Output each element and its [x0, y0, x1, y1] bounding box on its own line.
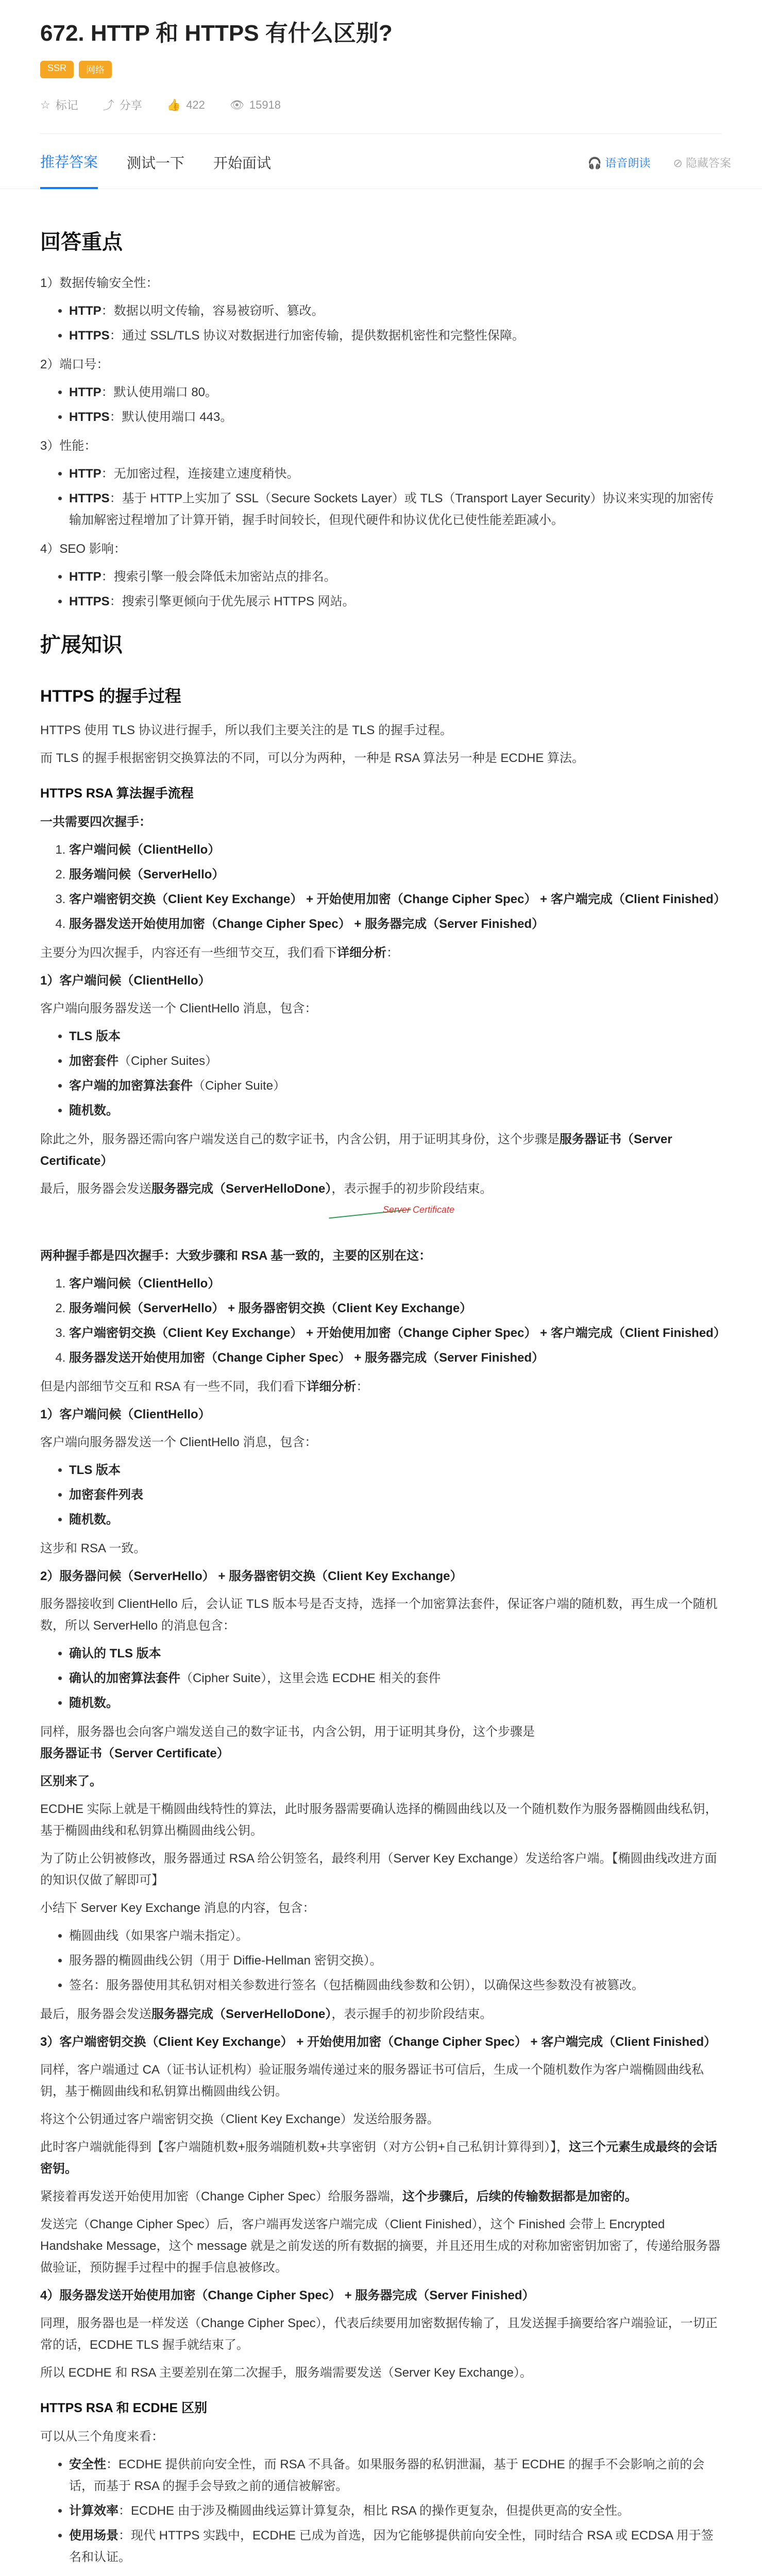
mark-button[interactable]: ☆ 标记: [40, 98, 78, 112]
list-item: • HTTP：搜索引擎一般会降低未加密站点的排名。: [69, 566, 722, 588]
paragraph: 同样，客户端通过 CA（证书认证机构）验证服务端传递过来的服务器证书可信后，生成一个随机数作为客户端椭圆曲线私钥，基于椭圆曲线和私钥算出椭圆曲线公钥。: [40, 2062, 704, 2098]
section-extended: 扩展知识: [40, 634, 123, 656]
list-item: 1. 客户端问候（ClientHello）: [69, 839, 722, 861]
list-item: • 随机数。: [69, 1509, 722, 1531]
list-item: • HTTP：无加密过程，连接建立速度稍快。: [69, 463, 722, 485]
kp4-list: [40, 566, 722, 613]
cmp-heading: HTTPS RSA 和 ECDHE 区别: [40, 2400, 208, 2415]
kp3-title: 3）性能：: [40, 439, 97, 453]
paragraph: 客户端向服务器发送一个 ClientHello 消息，包含：: [40, 1001, 317, 1015]
diagram-label: Server Certificate: [383, 1204, 455, 1215]
list-item: • HTTPS：通过 SSL/TLS 协议对数据进行加密传输，提供数据机密性和完整性保障。: [69, 325, 722, 347]
tag-ssr[interactable]: SSR: [40, 61, 74, 78]
e-s1-list: [40, 1460, 722, 1531]
list-item: • 加密套件列表: [69, 1484, 722, 1506]
list-item: • 随机数。: [69, 1100, 722, 1122]
handshake-heading: HTTPS 的握手过程: [40, 687, 181, 705]
tab-test[interactable]: 测试一下: [127, 155, 185, 171]
paragraph: 为了防止公钥被修改，服务器通过 RSA 给公钥签名，最终利用（Server Key Exchange）发送给客户端。【椭圆曲线改进方面的知识仅做了解即可】: [40, 1851, 717, 1887]
paragraph: 3）客户端密钥交换（Client Key Exchange） + 开始使用加密（Change Cipher Spec） + 客户端完成（Client Finished）: [40, 2035, 717, 2049]
paragraph: 此时客户端就能得到【客户端随机数+服务端随机数+共享密钥（对方公钥+自己私钥计算得到）】，这三个元素生成最终的会话密钥。: [40, 2140, 718, 2176]
paragraph: 小结下 Server Key Exchange 消息的内容，包含：: [40, 1901, 315, 1915]
list-item: • TLS 版本: [69, 1026, 722, 1047]
list-item: 3. 客户端密钥交换（Client Key Exchange） + 开始使用加密（Change Cipher Spec） + 客户端完成（Client Finished）: [69, 889, 722, 910]
paragraph: 所以 ECDHE 和 RSA 主要差别在第二次握手，服务端需要发送（Server Key Exchange）。: [40, 2365, 532, 2380]
kp1-list: [40, 300, 722, 347]
paragraph: 但是内部细节交互和 RSA 有一些不同，我们看下详细分析：: [40, 1379, 369, 1394]
paragraph: 发送完（Change Cipher Spec）后，客户端再发送客户端完成（Client Finished），这个 Finished 会带上 Encrypted Handshake Message，这个 message 就是之前发送的所有数据的摘要，并且还用生成的对称加密密钥加密了，传递给服务器做验证，预防握手过程中的握手信息被修改。: [40, 2217, 721, 2275]
answer-content: [0, 189, 762, 2576]
list-item: • 计算效率：ECDHE 由于涉及椭圆曲线运算计算复杂，相比 RSA 的操作更复杂，但提供更高的安全性。: [69, 2500, 722, 2522]
meta-bar: [40, 97, 722, 134]
paragraph: 这步和 RSA 一致。: [40, 1541, 146, 1555]
paragraph: 4）服务器发送开始使用加密（Change Cipher Spec） + 服务器完成（Server Finished）: [40, 2288, 535, 2302]
paragraph: 两种握手都是四次握手：大致步骤和 RSA 基一致的，主要的区别在这：: [40, 1248, 432, 1263]
section-key-points: 回答重点: [40, 231, 123, 253]
list-item: • HTTP：默认使用端口 80。: [69, 382, 722, 403]
tag-list: [40, 61, 722, 78]
thumbs-up-icon: 👍: [166, 98, 181, 111]
list-item: • 确认的 TLS 版本: [69, 1643, 722, 1665]
cmp-list: [40, 2454, 722, 2568]
list-item: 1. 客户端问候（ClientHello）: [69, 1273, 722, 1295]
kp4-title: 4）SEO 影响：: [40, 542, 126, 556]
list-item: • TLS 版本: [69, 1460, 722, 1481]
question-header: [0, 0, 762, 134]
paragraph: 除此之外，服务器还需向客户端发送自己的数字证书，内含公钥，用于证明其身份，这个步骤是服务器证书（Server Certificate）: [40, 1132, 672, 1168]
kp2-list: [40, 382, 722, 428]
paragraph: 2）服务器问候（ServerHello） + 服务器密钥交换（Client Key Exchange）: [40, 1569, 463, 1583]
list-item: 4. 服务器发送开始使用加密（Change Cipher Spec） + 服务器完成（Server Finished）: [69, 913, 722, 935]
paragraph: 客户端向服务器发送一个 ClientHello 消息，包含：: [40, 1435, 317, 1449]
paragraph: 区别来了。: [40, 1774, 102, 1788]
rsa-four-label: 一共需要四次握手：: [40, 815, 151, 829]
paragraph: 而 TLS 的握手根据密钥交换算法的不同，可以分为两种，一种是 RSA 算法另一种是 ECDHE 算法。: [40, 751, 585, 765]
paragraph: 最后，服务器会发送服务器完成（ServerHelloDone），表示握手的初步阶段结束。: [40, 2007, 493, 2021]
list-item: 2. 服务端问候（ServerHello） + 服务器密钥交换（Client Key Exchange）: [69, 1298, 722, 1319]
ecdhe-steps: [40, 1273, 726, 1369]
paragraph: 最后，服务器会发送服务器完成（ServerHelloDone），表示握手的初步阶段结束。: [40, 1181, 493, 1196]
voice-read-button[interactable]: 🎧 语音朗读: [587, 157, 651, 170]
page-title: 672. HTTP 和 HTTPS 有什么区别?: [40, 21, 393, 46]
hide-answer-button[interactable]: ⊘ 隐藏答案: [673, 157, 731, 170]
eye-icon: 👁: [229, 98, 244, 111]
share-icon: ⤴: [103, 99, 114, 112]
paragraph: 可以从三个角度来看：: [40, 2429, 164, 2444]
headphone-icon: 🎧: [587, 157, 605, 170]
ske-list: [40, 1925, 722, 1996]
paragraph: 1）客户端问候（ClientHello）: [40, 973, 211, 988]
list-item: • 随机数。: [69, 1692, 722, 1714]
paragraph: 紧接着再发送开始使用加密（Change Cipher Spec）给服务器端，这个步骤后，后续的传输数据都是加密的。: [40, 2189, 637, 2204]
list-item: • 使用场景：现代 HTTPS 实践中，ECDHE 已成为首选，因为它能够提供前向安全性，同时结合 RSA 或 ECDSA 用于签名和认证。: [69, 2525, 722, 2568]
paragraph: 主要分为四次握手，内容还有一些细节交互，我们看下详细分析：: [40, 945, 399, 960]
rsa-s1-list: [40, 1026, 722, 1122]
kp1-title: 1）数据传输安全性：: [40, 276, 159, 290]
paragraph: 1）客户端问候（ClientHello）: [40, 1407, 211, 1421]
paragraph: 服务器接收到 ClientHello 后，会认证 TLS 版本号是否支持，选择一个加密算法套件，保证客户端的随机数，再生成一个随机数，所以 ServerHello 的消息包含：: [40, 1597, 718, 1633]
rsa-steps: [40, 839, 726, 935]
list-item: • HTTPS：基于 HTTP上实加了 SSL（Secure Sockets Layer）或 TLS（Transport Layer Security）协议来实现的加密传输加解密过程增加了计算开销，握手时间较长，但现代硬件和协议优化已使性能差距减小。: [69, 488, 722, 531]
answer-tabs: [0, 134, 762, 189]
tag-network[interactable]: 网络: [79, 61, 112, 78]
kp2-title: 2）端口号：: [40, 358, 109, 371]
diagram-snippet: [40, 1206, 722, 1239]
paragraph: 同样，服务器也会向客户端发送自己的数字证书，内含公钥，用于证明其身份，这个步骤是服务器证书（Server Certificate）: [40, 1724, 535, 1760]
share-button[interactable]: ⤴ 分享: [103, 97, 142, 113]
rsa-heading: HTTPS RSA 算法握手流程: [40, 786, 194, 801]
list-item: • 服务器的椭圆曲线公钥（用于 Diffie-Hellman 密钥交换）。: [69, 1950, 722, 1972]
list-item: • HTTPS：默认使用端口 443。: [69, 406, 722, 428]
list-item: • 椭圆曲线（如果客户端未指定）。: [69, 1925, 722, 1947]
paragraph: 同理，服务器也是一样发送（Change Cipher Spec），代表后续要用加密数据传输了，且发送握手摘要给客户端验证，一切正常的话，ECDHE TLS 握手就结束了。: [40, 2316, 718, 2352]
tab-interview[interactable]: 开始面试: [213, 155, 272, 171]
e-s2-list: [40, 1643, 722, 1714]
list-item: 4. 服务器发送开始使用加密（Change Cipher Spec） + 服务器完成（Server Finished）: [69, 1347, 722, 1369]
list-item: • 安全性：ECDHE 提供前向安全性，而 RSA 不具备。如果服务器的私钥泄漏，基于 ECDHE 的握手不会影响之前的会话，而基于 RSA 的握手会导致之前的通信被解密。: [69, 2454, 722, 2497]
list-item: • 签名：服务器使用其私钥对相关参数进行签名（包括椭圆曲线参数和公钥），以确保这些参数没有被篡改。: [69, 1975, 722, 1996]
paragraph: HTTPS 使用 TLS 协议进行握手，所以我们主要关注的是 TLS 的握手过程。: [40, 723, 453, 737]
paragraph: ECDHE 实际上就是干椭圆曲线特性的算法，此时服务器需要确认选择的椭圆曲线以及一个随机数作为服务器椭圆曲线私钥，基于椭圆曲线和私钥算出椭圆曲线公钥。: [40, 1802, 718, 1838]
list-item: • HTTPS：搜索引擎更倾向于优先展示 HTTPS 网站。: [69, 591, 722, 613]
list-item: • 加密套件（Cipher Suites）: [69, 1050, 722, 1072]
list-item: • 确认的加密算法套件（Cipher Suite），这里会选 ECDHE 相关的套件: [69, 1668, 722, 1689]
like-button[interactable]: 👍 422: [166, 98, 205, 111]
kp3-list: [40, 463, 722, 531]
list-item: 2. 服务端问候（ServerHello）: [69, 864, 722, 886]
star-icon: ☆: [40, 98, 50, 111]
eye-off-icon: ⊘: [673, 157, 686, 170]
list-item: • HTTP：数据以明文传输，容易被窃听、篡改。: [69, 300, 722, 322]
tab-recommended[interactable]: 推荐答案: [40, 133, 98, 189]
list-item: • 客户端的加密算法套件（Cipher Suite）: [69, 1075, 722, 1097]
paragraph: 将这个公钥通过客户端密钥交换（Client Key Exchange）发送给服务器。: [40, 2112, 439, 2126]
list-item: 3. 客户端密钥交换（Client Key Exchange） + 开始使用加密（Change Cipher Spec） + 客户端完成（Client Finished）: [69, 1323, 722, 1344]
view-count: 👁 15918: [229, 98, 281, 111]
